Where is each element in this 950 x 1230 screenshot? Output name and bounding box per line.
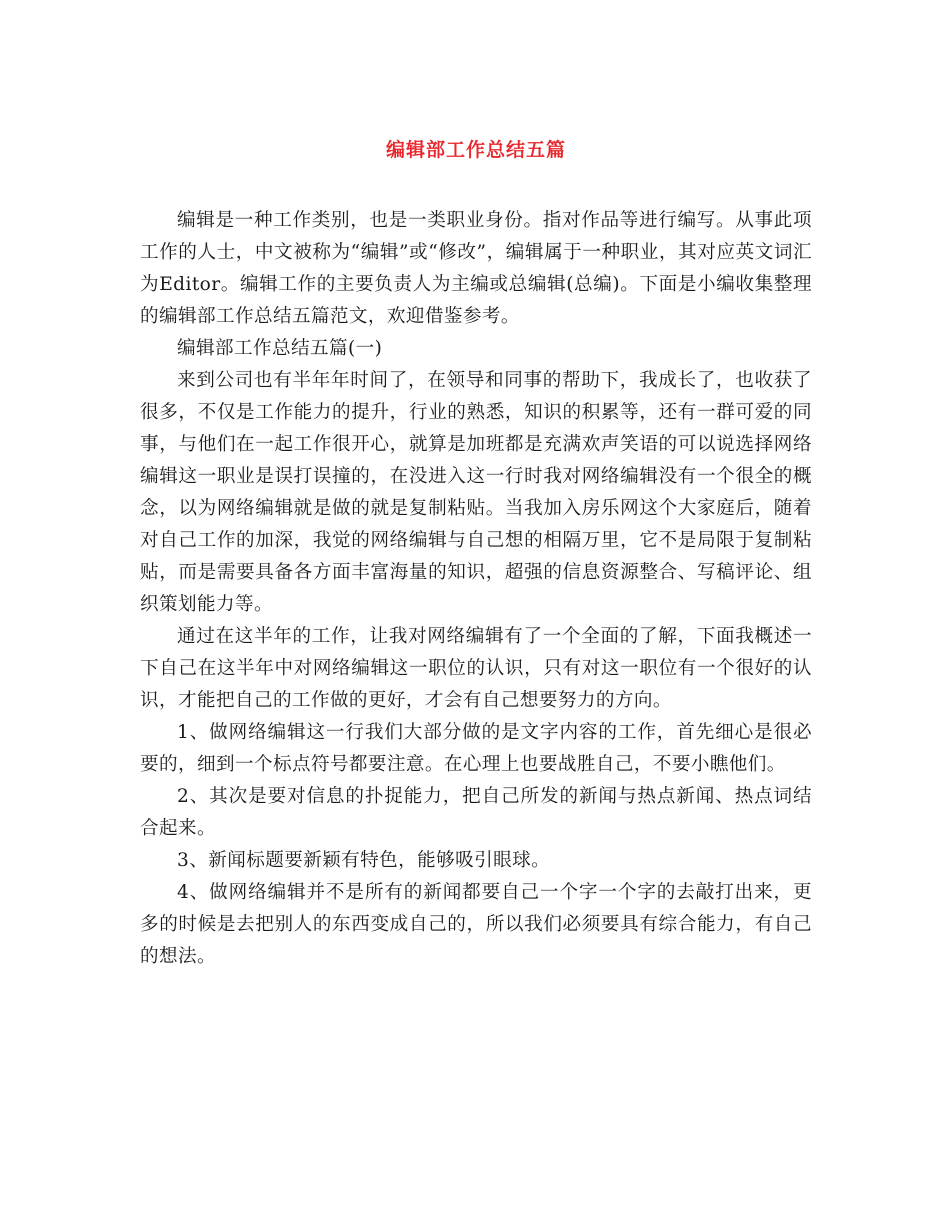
document-body [140, 205, 812, 973]
body-paragraph: 来到公司也有半年年时间了，在领导和同事的帮助下，我成长了，也收获了很多，不仅是工作能力的提升，行业的熟悉，知识的积累等，还有一群可爱的同事，与他们在一起工作很开心，就算是加班都是充满欢声笑语的可以说选择网络编辑这一职业是误打误撞的，在没进入这一行时我对网络编辑没有一个很全的概念，以为网络编辑就是做的就是复制粘贴。当我加入房乐网这个大家庭后，随着对自己工作的加深，我觉的网络编辑与自己想的相隔万里，它不是局限于复制粘贴，而是需要具备各方面丰富海量的知识，超强的信息资源整合、写稿评论、组织策划能力等。 [140, 370, 812, 615]
list-item: 1、做网络编辑这一行我们大部分做的是文字内容的工作，首先细心是很必要的，细到一个标点符号都要注意。在心理上也要战胜自己，不要小瞧他们。 [140, 722, 812, 775]
section-heading: 编辑部工作总结五篇(一) [177, 338, 383, 359]
list-item: 2、其次是要对信息的扑捉能力，把自己所发的新闻与热点新闻、热点词结合起来。 [140, 786, 812, 839]
list-item: 3、新闻标题要新颖有特色，能够吸引眼球。 [177, 850, 551, 871]
body-paragraph: 通过在这半年的工作，让我对网络编辑有了一个全面的了解，下面我概述一下自己在这半年中对网络编辑这一职位的认识，只有对这一职位有一个很好的认识，才能把自己的工作做的更好，才会有自己想要努力的方向。 [140, 626, 812, 711]
intro-paragraph: 编辑是一种工作类别，也是一类职业身份。指对作品等进行编写。从事此项工作的人士，中文被称为“编辑”或“修改”，编辑属于一种职业，其对应英文词汇为Editor。编辑工作的主要负责人为主编或总编辑(总编)。下面是小编收集整理的编辑部工作总结五篇范文，欢迎借鉴参考。 [140, 210, 812, 327]
list-item: 4、做网络编辑并不是所有的新闻都要自己一个字一个字的去敲打出来，更多的时候是去把别人的东西变成自己的，所以我们必须要具有综合能力，有自己的想法。 [140, 882, 812, 967]
document-title: 编辑部工作总结五篇 [385, 139, 566, 161]
